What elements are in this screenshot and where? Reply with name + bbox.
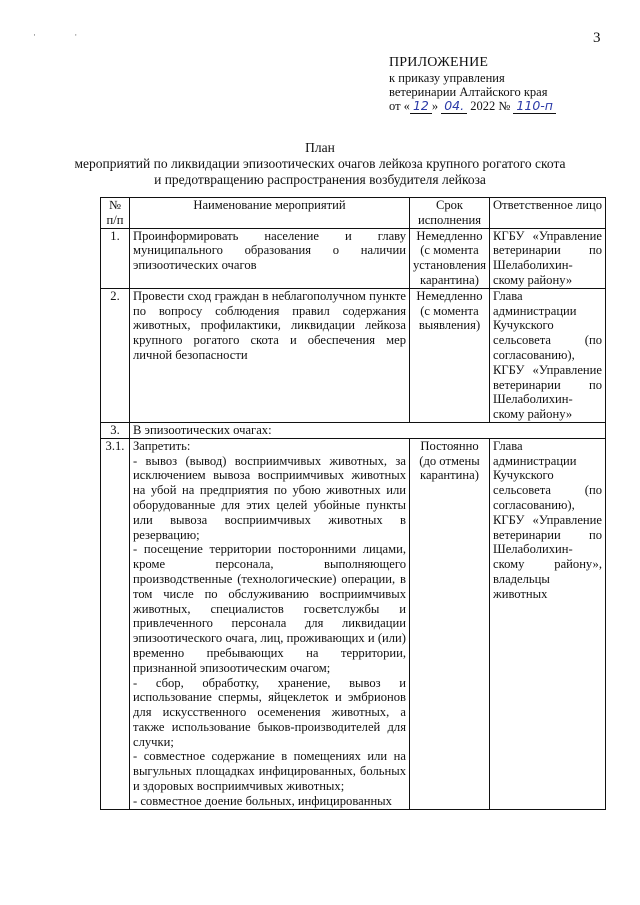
table-header-row (101, 198, 606, 229)
date-prefix: от « (389, 99, 410, 113)
row31-item-2: - посещение территории посторонними лицами, кроме персонала, выполняющего производственные (технологические) операции, в том числе по обслуживанию восприимчивых животных, специалистов госветслужбы и привлеченного персонала для ликвидации эпизоотического очага, лиц, проживающих и (или) временно пребывающих на территории, признанной эпизоотическим очагом; (133, 542, 406, 675)
row2-action: Провести сход граждан в неблагополучном пункте по вопросу соблюдения правил содержания животных, профилактики, ликвидации лейкоза крупного рогатого скота и обеспечения мер личной безопасности (130, 288, 410, 422)
heading-line-1: мероприятий по ликвидации эпизоотических очагов лейкоза крупного рогатого скота (74, 156, 566, 171)
row31-term: Постоянно (до отмены карантина) (410, 438, 490, 809)
date-year: 2022 № (470, 99, 511, 113)
date-month: 04. (441, 98, 467, 114)
plan-table (100, 197, 606, 810)
row2-responsible: Глава администрации Кучукского сельсовета (по согласованию), КГБУ «Управление ветеринарии по Шелаболихин-скому району» (490, 288, 606, 422)
appendix-date-line (389, 99, 629, 113)
date-day: 12 (410, 98, 432, 114)
row31-action (130, 438, 410, 809)
row31-item-3: - сбор, обработку, хранение, вывоз и использование спермы, яйцеклеток и эмбрионов для искусственного осеменения животных, а также использование быков-производителей для случки; (133, 675, 406, 749)
heading-line-2: и предотвращению распространения возбудителя лейкоза (154, 172, 486, 187)
header-num: № п/п (101, 198, 130, 229)
header-term: Срок исполнения (410, 198, 490, 229)
appendix-line-1: к приказу управления (389, 71, 505, 85)
row1-term: Немедленно (с момента установления карантина) (410, 228, 490, 288)
table-row (101, 288, 606, 422)
document-heading (0, 140, 640, 188)
table-row (101, 422, 606, 438)
row1-action: Проинформировать население и главу муниципального образования о наличии эпизоотических очагов (130, 228, 410, 288)
appendix-title: ПРИЛОЖЕНИЕ (389, 55, 489, 70)
row31-intro: Запретить: (133, 438, 191, 453)
row2-num: 2. (101, 288, 130, 422)
scan-specks: · · (33, 30, 96, 40)
table-row (101, 228, 606, 288)
appendix-block (389, 55, 629, 113)
row1-responsible: КГБУ «Управление ветеринарии по Шелаболихин-скому району» (490, 228, 606, 288)
row3-action: В эпизоотических очагах: (130, 422, 606, 438)
header-responsible: Ответственное лицо (490, 198, 606, 229)
row31-item-1: - вывоз (вывод) восприимчивых животных, за исключением вывоза восприимчивых животных на убой на предприятия по убою животных или оборудованные для этих целей убойные пункты или вывоза восприимчивых животных в резервацию; (133, 453, 406, 542)
row31-responsible: Глава администрации Кучукского сельсовета (по согласованию), КГБУ «Управление ветеринарии по Шелаболихин-скому району», владельцы животных (490, 438, 606, 809)
row2-term: Немедленно (с момента выявления) (410, 288, 490, 422)
date-mid: » (431, 99, 439, 113)
heading-plan: План (305, 140, 335, 155)
order-number: 110-п (513, 98, 556, 114)
row31-item-5: - совместное доение больных, инфицированных (133, 793, 392, 808)
header-action: Наименование мероприятий (130, 198, 410, 229)
page-number: 3 (593, 30, 601, 46)
table-row (101, 438, 606, 809)
appendix-line-2: ветеринарии Алтайского края (389, 85, 548, 99)
row31-num: 3.1. (101, 438, 130, 809)
row1-num: 1. (101, 228, 130, 288)
row3-num: 3. (101, 422, 130, 438)
row31-item-4: - совместное содержание в помещениях или на выгульных площадках инфицированных, больных и здоровых восприимчивых животных; (133, 749, 406, 794)
